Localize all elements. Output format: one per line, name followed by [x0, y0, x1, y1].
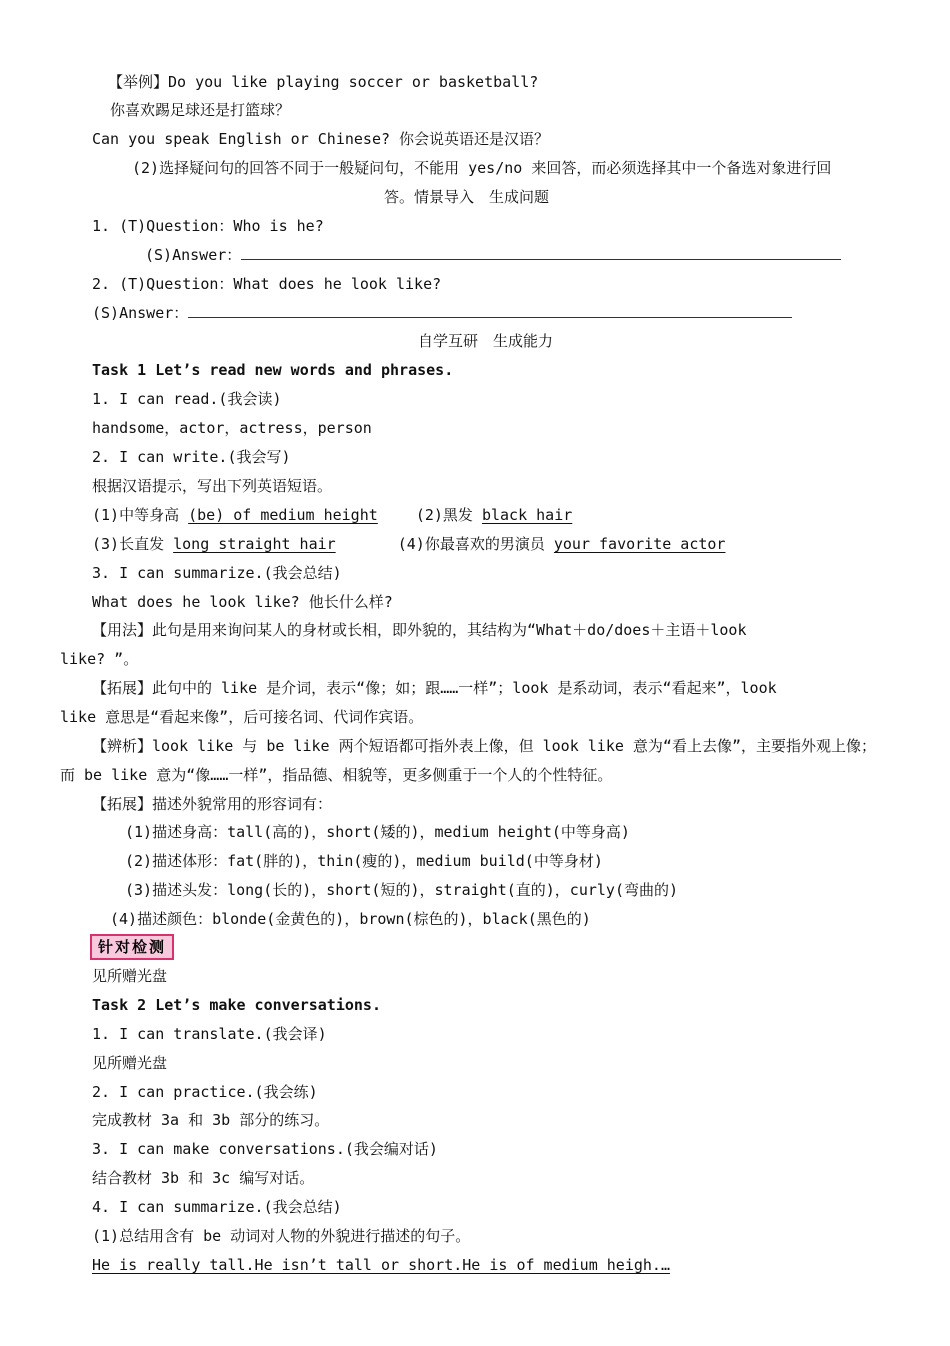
task-1-item-3: 3. I can summarize.(我会总结) [92, 564, 342, 582]
phrase-4-answer: your favorite actor [553, 535, 726, 553]
answer-1-label: (S)Answer： [145, 246, 242, 264]
write-instruction: 根据汉语提示，写出下列英语短语。 [92, 477, 333, 495]
task-2-item-1: 1. I can translate.(我会译) [92, 1025, 327, 1043]
phrase-1-answer: (be) of medium height [188, 506, 378, 524]
cd-reference-2: 见所赠光盘 [92, 1054, 168, 1072]
usage-line-2: like? ”。 [60, 650, 139, 668]
question-2: 2. (T)Question：What does he look like? [92, 275, 442, 293]
phrase-1-prompt: (1)中等身高 [92, 506, 180, 524]
example-line-1: 【举例】Do you like playing soccer or basketball? [108, 73, 539, 91]
answer-2-label: (S)Answer： [92, 304, 189, 322]
note-line-1: (2)选择疑问句的回答不同于一般疑问句，不能用 yes/no 来回答，而必须选择其中一个备选对象进行回 [132, 159, 832, 177]
task-2-item-2: 2. I can practice.(我会练) [92, 1083, 318, 1101]
phrase-4-prompt: (4)你最喜欢的男演员 [397, 535, 545, 553]
word-list: handsome，actor，actress，person [92, 419, 372, 437]
answer-1 [145, 245, 841, 265]
phrase-3-answer: long straight hair [173, 535, 336, 553]
section-heading-intro: 答。情景导入 生成问题 [384, 188, 550, 206]
adjectives-heading: 【拓展】描述外貌常用的形容词有： [92, 795, 333, 813]
answer-2 [92, 303, 792, 323]
adjectives-hair: (3)描述头发：long(长的)，short(短的)，straight(直的)，curly(弯曲的) [125, 881, 679, 899]
phrase-row-2 [92, 534, 725, 554]
adjectives-build: (2)描述体形：fat(胖的)，thin(瘦的)，medium build(中等身材) [125, 852, 603, 870]
task-1-title: Task 1 Let’s read new words and phrases. [92, 361, 454, 379]
phrase-row-1 [92, 505, 572, 525]
usage-line-1: 【用法】此句是用来询问某人的身材或长相，即外貌的，其结构为“What＋do/does＋主语＋look [92, 621, 747, 639]
phrase-2-answer: black hair [481, 506, 573, 524]
compare-line-2: 而 be like 意为“像……一样”，指品德、相貌等，更多侧重于一个人的个性特征。 [60, 766, 613, 784]
question-1: 1. (T)Question：Who is he? [92, 217, 324, 235]
extend-line-2: like 意思是“看起来像”，后可接名词、代词作宾语。 [60, 708, 424, 726]
answer-1-blank[interactable] [241, 245, 841, 260]
compare-line-1: 【辨析】look like 与 be like 两个短语都可指外表上像，但 look like 意为“看上去像”，主要指外观上像； [92, 737, 876, 755]
adjectives-height: (1)描述身高：tall(高的)，short(矮的)，medium height(中等身高) [125, 823, 630, 841]
section-heading-study: 自学互研 生成能力 [418, 332, 554, 350]
adjectives-color: (4)描述颜色：blonde(金黄色的)，brown(棕色的)，black(黑色的) [110, 910, 591, 928]
phrase-2-prompt: (2)黑发 [415, 506, 473, 524]
conversation-instruction: 结合教材 3b 和 3c 编写对话。 [92, 1169, 315, 1187]
practice-instruction: 完成教材 3a 和 3b 部分的练习。 [92, 1111, 330, 1129]
key-sentence: What does he look like? 他长什么样? [92, 593, 393, 611]
targeted-test-badge: 针对检测 [90, 934, 174, 960]
phrase-3-prompt: (3)长直发 [92, 535, 165, 553]
task-1-item-1: 1. I can read.(我会读) [92, 390, 282, 408]
answer-2-blank[interactable] [188, 303, 792, 318]
task-1-item-2: 2. I can write.(我会写) [92, 448, 291, 466]
task-2-title: Task 2 Let’s make conversations. [92, 996, 381, 1014]
extend-line-1: 【拓展】此句中的 like 是介词，表示“像；如；跟……一样”；look 是系动词，表示“看起来”，look [92, 679, 777, 697]
task-2-item-3: 3. I can make conversations.(我会编对话) [92, 1140, 438, 1158]
summary-answer: He is really tall.He isn’t tall or short.He is of medium heigh.… [92, 1256, 670, 1274]
task-2-item-4: 4. I can summarize.(我会总结) [92, 1198, 342, 1216]
cd-reference-1: 见所赠光盘 [92, 967, 168, 985]
summary-instruction: (1)总结用含有 be 动词对人物的外貌进行描述的句子。 [92, 1227, 471, 1245]
example-line-3: Can you speak English or Chinese? 你会说英语还是汉语？ [92, 130, 550, 148]
example-line-2: 你喜欢踢足球还是打篮球？ [110, 101, 291, 119]
